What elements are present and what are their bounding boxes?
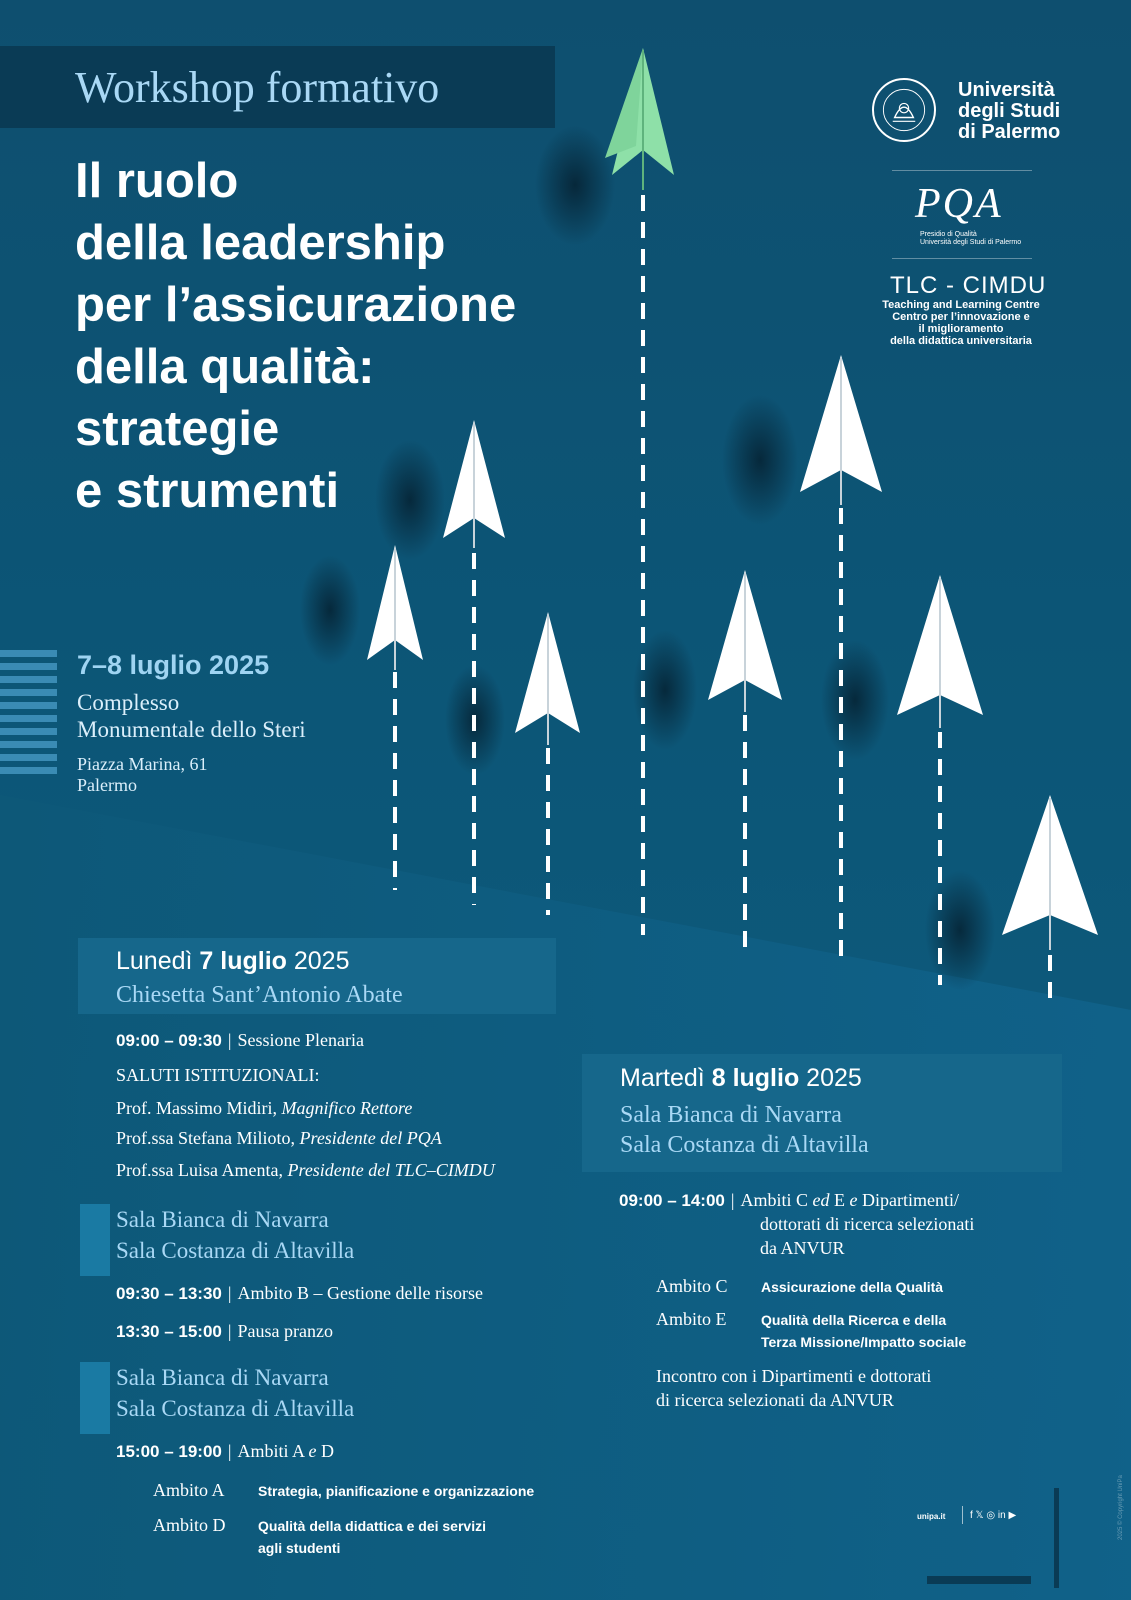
speaker-role: Presidente del TLC–CIMDU — [287, 1160, 495, 1180]
room-name: Sala Bianca di Navarra — [116, 1207, 329, 1232]
room-name: Sala Costanza di Altavilla — [116, 1396, 355, 1421]
session-label: E — [834, 1190, 845, 1210]
decorative-stripe — [0, 715, 57, 722]
university-name-line: Università — [958, 79, 1055, 101]
session-label: Ambiti A — [237, 1441, 304, 1461]
decorative-stripe — [0, 767, 57, 774]
workshop-label: Workshop formativo — [75, 63, 440, 112]
ambito-description-line: Terza Missione/Impatto sociale — [761, 1334, 967, 1350]
day2-date: 8 luglio — [711, 1064, 800, 1092]
session-label: Dipartimenti/ — [862, 1190, 959, 1210]
day1-title — [116, 947, 350, 976]
room-marker — [80, 1362, 110, 1434]
ambito-label: Ambito C — [656, 1276, 728, 1296]
session-label-italic: ed — [812, 1190, 830, 1210]
day2-weekday: Martedì — [620, 1064, 705, 1092]
greeting-speaker — [116, 1128, 442, 1149]
session-label: Pausa pranzo — [237, 1321, 333, 1341]
social-icons[interactable]: f 𝕏 ◎ in ▶ — [970, 1510, 1017, 1521]
speaker-role: Presidente del PQA — [299, 1128, 442, 1148]
room-name: Sala Bianca di Navarra — [116, 1365, 329, 1390]
day1-date: 7 luglio — [199, 947, 287, 975]
room-name: Sala Costanza di Altavilla — [116, 1238, 355, 1263]
website-link[interactable]: unipa.it — [917, 1512, 946, 1521]
session-label: Ambiti C — [740, 1190, 808, 1210]
room-list — [116, 1362, 354, 1424]
ambito-description — [258, 1515, 486, 1559]
ambito-label: Ambito D — [153, 1515, 226, 1535]
room-name: Sala Bianca di Navarra — [620, 1102, 842, 1128]
footer-vertical-bar — [1054, 1488, 1059, 1588]
greetings-title: SALUTI ISTITUZIONALI: — [116, 1065, 320, 1085]
plane-shadow — [821, 640, 889, 760]
session-label: Sessione Plenaria — [237, 1030, 364, 1050]
room-name: Sala Costanza di Altavilla — [620, 1132, 869, 1158]
event-address: Piazza Marina, 61 — [77, 754, 208, 774]
schedule-row: 09:30 – 13:30 | Ambito B – Gestione delle risorse — [116, 1283, 483, 1303]
tlc-subtitle-line: della didattica universitaria — [890, 335, 1032, 347]
paper-plane — [515, 612, 580, 745]
decorative-stripe — [0, 650, 57, 657]
day1-venue: Chiesetta Sant’Antonio Abate — [116, 982, 403, 1008]
event-dates: 7–8 luglio 2025 — [77, 650, 270, 680]
ambito-description — [761, 1309, 966, 1353]
session-time: 09:30 – 13:30 — [116, 1284, 222, 1303]
session-time: 15:00 – 19:00 — [116, 1442, 222, 1461]
copyright-note: 2025 © Copyright UniPa — [1118, 1475, 1124, 1540]
session-label-continued: da ANVUR — [760, 1238, 845, 1258]
logo-divider — [892, 258, 1032, 259]
footer-bar — [927, 1576, 1031, 1584]
paper-plane — [897, 575, 983, 728]
pqa-logo: PQA — [915, 181, 1003, 227]
pqa-subtitle-line: Università degli Studi di Palermo — [920, 239, 1022, 246]
speaker-role: Magnifico Rettore — [281, 1098, 413, 1118]
session-label-italic: e — [849, 1190, 858, 1210]
day1-header — [78, 938, 556, 1014]
ambito-description-line: Strategia, pianificazione e organizzazione — [258, 1483, 535, 1499]
title-line: della leadership — [75, 216, 446, 270]
greeting-speaker — [116, 1160, 495, 1181]
ambito-description-line: agli studenti — [258, 1540, 341, 1556]
event-venue: Complesso — [77, 690, 180, 715]
ambito-description-line: Qualità della didattica e dei servizi — [258, 1518, 486, 1534]
day1-weekday: Lunedì — [116, 947, 193, 975]
decorative-stripe — [0, 676, 57, 683]
ambito-description — [761, 1276, 943, 1298]
speaker-name: Prof.ssa Stefana Milioto, — [116, 1128, 295, 1148]
speaker-name: Prof. Massimo Midiri, — [116, 1098, 278, 1118]
paper-plane — [367, 545, 423, 670]
ambito-description-line: Qualità della Ricerca e della — [761, 1312, 947, 1328]
decorative-stripe — [0, 741, 57, 748]
closing-note: Incontro con i Dipartimenti e dottorati — [656, 1366, 932, 1386]
schedule-row: 15:00 – 19:00 | Ambiti A e D — [116, 1441, 334, 1461]
main-title — [75, 150, 595, 522]
tlc-cimdu-logo: TLC - CIMDU — [890, 272, 1047, 299]
schedule-row: 13:30 – 15:00 | Pausa pranzo — [116, 1321, 333, 1341]
title-line: strategie — [75, 402, 280, 456]
pqa-subtitle-line: Presidio di Qualità — [920, 231, 977, 238]
day2-header — [582, 1054, 1062, 1172]
title-line: Il ruolo — [75, 154, 239, 208]
greeting-speaker — [116, 1098, 412, 1119]
title-line: e strumenti — [75, 464, 340, 518]
logo-divider — [892, 170, 1032, 171]
session-time: 09:00 – 14:00 — [619, 1191, 725, 1210]
session-time: 09:00 – 09:30 — [116, 1031, 222, 1050]
pqa-subtitle — [920, 231, 1021, 247]
tlc-subtitle-line: il miglioramento — [918, 323, 1004, 335]
university-name — [958, 80, 1060, 143]
event-address: Palermo — [77, 775, 137, 795]
university-name-line: di Palermo — [958, 121, 1061, 143]
decorative-stripe — [0, 663, 57, 670]
tlc-subtitle-line: Teaching and Learning Centre — [882, 299, 1040, 311]
day2-year: 2025 — [806, 1064, 862, 1092]
ambito-label: Ambito A — [153, 1480, 225, 1500]
room-marker — [80, 1204, 110, 1276]
schedule-row: 09:00 – 14:00 | Ambiti C ed E e Dipartimenti/ — [619, 1190, 959, 1210]
speaker-name: Prof.ssa Luisa Amenta, — [116, 1160, 283, 1180]
decorative-stripe — [0, 702, 57, 709]
ambito-label: Ambito E — [656, 1309, 727, 1329]
ambito-description — [258, 1480, 534, 1502]
plane-shadow — [722, 395, 798, 525]
closing-note: di ricerca selezionati da ANVUR — [656, 1390, 894, 1410]
tlc-subtitle-line: Centro per l’innovazione e — [892, 311, 1030, 323]
session-label: Ambito B – Gestione delle risorse — [237, 1283, 483, 1303]
day1-year: 2025 — [293, 947, 350, 975]
paper-plane — [800, 355, 882, 505]
decorative-stripe — [0, 754, 57, 761]
tlc-cimdu-subtitle — [880, 299, 1042, 347]
session-label-italic: e — [308, 1441, 317, 1461]
plane-shadow — [300, 555, 360, 665]
university-seal-icon — [872, 78, 936, 142]
event-venue: Monumentale dello Steri — [77, 717, 306, 742]
schedule-row: 09:00 – 09:30 | Sessione Plenaria — [116, 1030, 364, 1050]
decorative-stripe — [0, 728, 57, 735]
plane-shadow — [925, 870, 995, 990]
decorative-stripe — [0, 689, 57, 696]
leader-plane — [605, 48, 674, 190]
paper-plane — [708, 570, 782, 712]
session-label: D — [321, 1441, 334, 1461]
university-name-line: degli Studi — [958, 100, 1061, 122]
day2-venue — [620, 1100, 869, 1160]
session-label-continued: dottorati di ricerca selezionati — [760, 1214, 975, 1234]
footer-separator — [962, 1506, 963, 1524]
room-list — [116, 1204, 354, 1266]
paper-plane — [1002, 795, 1098, 950]
title-line: per l’assicurazione — [75, 278, 517, 332]
session-time: 13:30 – 15:00 — [116, 1322, 222, 1341]
title-line: della qualità: — [75, 340, 375, 394]
day2-title — [620, 1064, 862, 1093]
ambito-description-line: Assicurazione della Qualità — [761, 1279, 944, 1295]
